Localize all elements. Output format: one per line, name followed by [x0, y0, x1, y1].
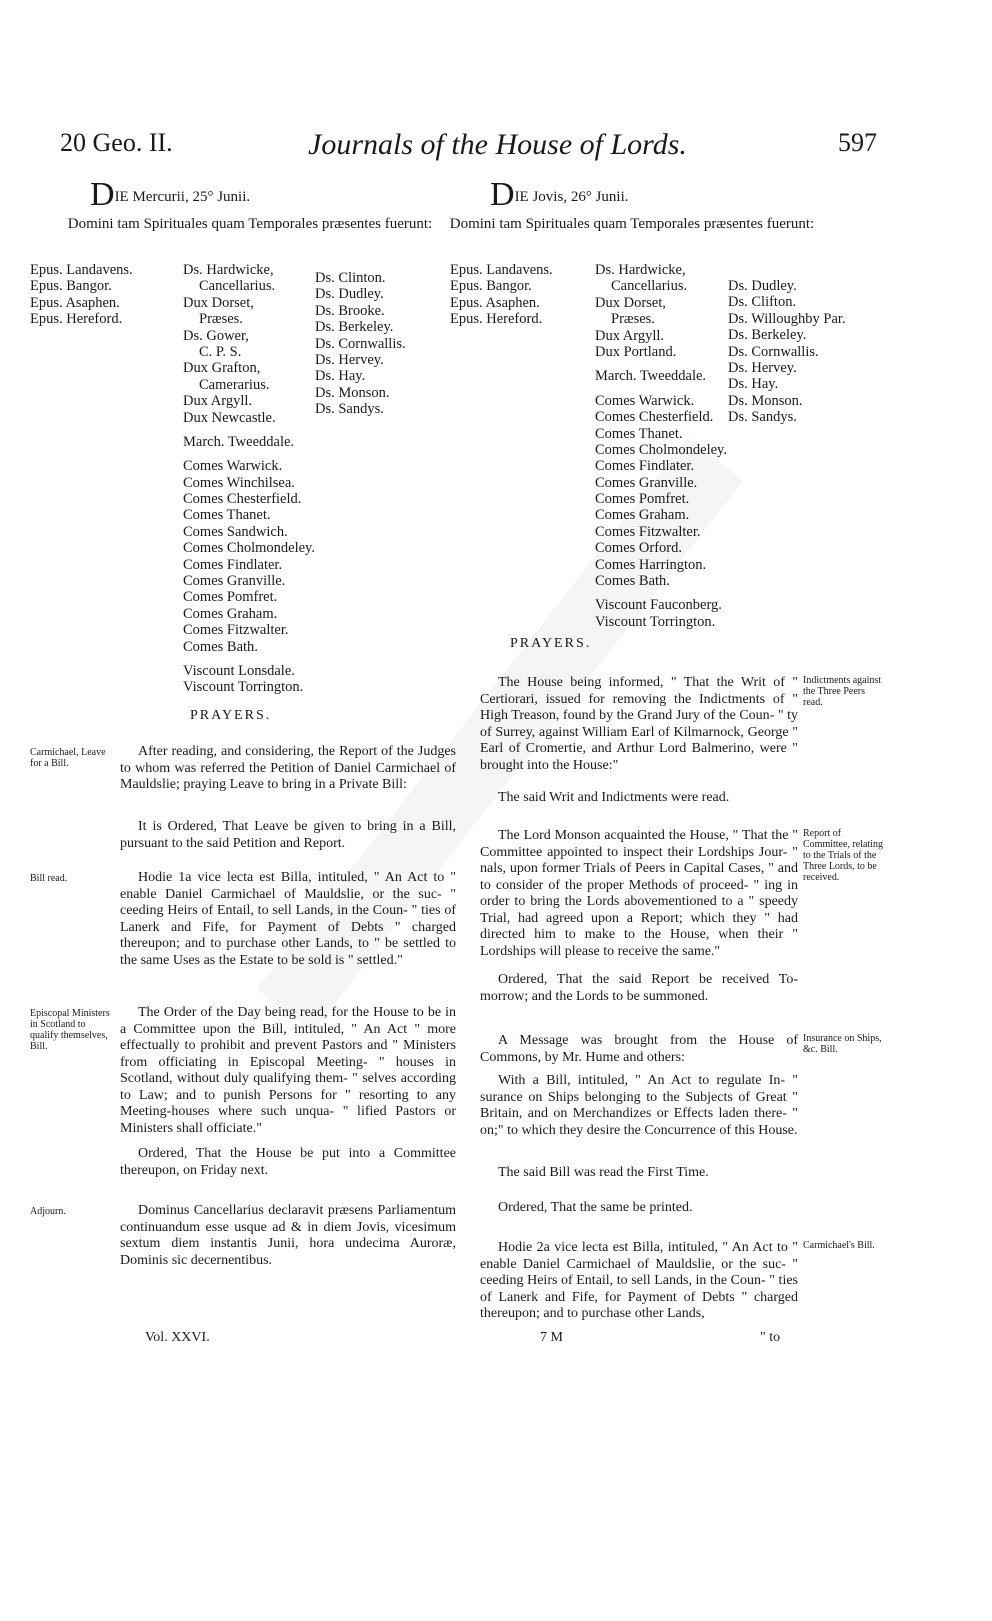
header-regnal-year: 20 Geo. II. [60, 128, 173, 157]
margin-note: Carmichael's Bill. [803, 1240, 875, 1251]
paragraph: A Message was brought from the House of Commons, by Mr. Hume and others: [480, 1033, 798, 1065]
paragraph: Hodie 1a vice lecta est Billa, intituled, " An Act to " enable Daniel Carmichael of Mauldslie, or the suc- " ceeding Heirs of Entail, to sell Lands, in the Coun- " ties of Lanerk and Fife, for Payment of Debts " charged thereupon; and to purchase other Lands, to " be settled to the same Uses as the Estate to be sold is " settled." [120, 870, 456, 968]
paragraph: It is Ordered, That Leave be given to bring in a Bill, pursuant to the said Petition and Report. [120, 819, 456, 851]
catchword: " to [760, 1330, 781, 1345]
paragraph: Ordered, That the said Report be received To-morrow; and the Lords to be summoned. [480, 972, 798, 1004]
margin-note: Episcopal Ministers in Scotland to qualify themselves, Bill. [30, 1008, 110, 1052]
paragraph: Ordered, That the same be printed. [498, 1200, 693, 1215]
paragraph: The Order of the Day being read, for the House to be in a Committee upon the Bill, intituled, " An Act " more effectually to prohibit and prevent Pastors and " Ministers from officiating in Episcopal Meeting- " houses in Scotland, without duly qualifying them- " selves according to Law; and to punish Persons for " resorting to any Meeting-houses where such unqua- " lified Pastors or Ministers shall officiate." [120, 1005, 456, 1136]
paragraph: Dominus Cancellarius declaravit præsens Parliamentum continuandum esse usque ad & in diem Jovis, vicesimum sextum diem instantis Junii, hora undecima Auroræ, Dominis sic decernentibus. [120, 1203, 456, 1268]
day-heading-left: DIE Mercurii, 25° Junii. [90, 176, 251, 213]
barons-list-left: Ds. Clinton. Ds. Dudley. Ds. Brooke. Ds. Berkeley. Ds. Cornwallis. Ds. Hervey. Ds. Hay. Ds. Monson. Ds. Sandys. [315, 270, 406, 418]
paragraph: With a Bill, intituled, " An Act to regulate In- " surance on Ships belonging to the Subjects of Great " Britain, and on Merchandizes or Effects laden there- " on;" to which they desire the Concurrence of this House. [480, 1073, 798, 1138]
page-number: 597 [838, 128, 877, 157]
paragraph: The House being informed, " That the Writ of " Certiorari, issued for removing the Indictments of " High Treason, found by the Grand Jury of the Coun- " ty of Surrey, against William Earl of Kilmarnock, George " Earl of Cromertie, and Arthur Lord Balmerino, were " brought into the House:" [480, 675, 798, 773]
margin-note: Carmichael, Leave for a Bill. [30, 747, 106, 769]
paragraph: Hodie 2a vice lecta est Billa, intituled, " An Act to " enable Daniel Carmichael of Mauldslie, or the suc- " ceeding Heirs of Entail, to sell Lands, in the Coun- " ties of Lanerk and Fife, for Payment of Debts " charged thereupon; and to purchase other Lands, [480, 1240, 798, 1321]
paragraph: After reading, and considering, the Report of the Judges to whom was referred the Petition of Daniel Carmichael of Mauldslie; praying Leave to bring in a Private Bill: [120, 744, 456, 792]
bishops-list-right: Epus. Landavens. Epus. Bangor. Epus. Asaphen. Epus. Hereford. [450, 262, 553, 328]
officers-list-left: Ds. Hardwicke, Cancellarius. Dux Dorset, Præses. Ds. Gower, C. P. S. Dux Grafton, Camerarius. Dux Argyll. Dux Newcastle. March. Tweeddale. Comes Warwick. Comes Winchilsea. Comes Chesterfield. Comes Thanet. Comes Sandwich. Comes Cholmondeley. Comes Findlater. Comes Granville. Comes Pomfret. Comes Graham. Comes Fitzwalter. Comes Bath. Viscount Lonsdale. Viscount Torrington. [183, 262, 315, 696]
prayers-heading-right: PRAYERS. [510, 636, 592, 651]
signature-mark: 7 M [540, 1330, 563, 1345]
margin-note: Adjourn. [30, 1206, 66, 1217]
margin-note: Insurance on Ships, &c. Bill. [803, 1033, 882, 1055]
attendance-heading-left: Domini tam Spirituales quam Temporales præsentes fuerunt: [67, 216, 433, 232]
officers-list-right: Ds. Hardwicke, Cancellarius. Dux Dorset, Præses. Dux Argyll. Dux Portland. March. Tweeddale. Comes Warwick. Comes Chesterfield. Comes Thanet. Comes Cholmondeley. Comes Findlater. Comes Granville. Comes Pomfret. Comes Graham. Comes Fitzwalter. Comes Orford. Comes Harrington. Comes Bath. Viscount Fauconberg. Viscount Torrington. [595, 262, 727, 630]
bishops-list-left: Epus. Landavens. Epus. Bangor. Epus. Asaphen. Epus. Hereford. [30, 262, 133, 328]
prayers-heading-left: PRAYERS. [190, 708, 272, 723]
attendance-heading-right: Domini tam Spirituales quam Temporales præsentes fuerunt: [449, 216, 815, 232]
paragraph: The said Writ and Indictments were read. [498, 790, 730, 805]
paragraph: The Lord Monson acquainted the House, " That the " Committee appointed to inspect their Lordships Jour- " nals, upon former Trials of Peers in Capital Cases, " and to consider of the proper Methods of proceed- " ing in order to bring the Lords abovementioned to a " speedy Trial, had agreed upon a Report; which they " had directed him to make to the House, when their " Lordships will please to receive the same." [480, 828, 798, 959]
day-heading-right: DIE Jovis, 26° Junii. [490, 176, 629, 213]
margin-note: Bill read. [30, 873, 68, 884]
barons-list-right: Ds. Dudley. Ds. Clifton. Ds. Willoughby Par. Ds. Berkeley. Ds. Cornwallis. Ds. Hervey. Ds. Hay. Ds. Monson. Ds. Sandys. [728, 278, 846, 426]
volume-label: Vol. XXVI. [145, 1330, 210, 1345]
margin-note: Report of Committee, relating to the Trials of the Three Lords, to be received. [803, 828, 883, 883]
header-title: Journals of the House of Lords. [308, 128, 687, 161]
paragraph: The said Bill was read the First Time. [498, 1165, 709, 1180]
margin-note: Indictments against the Three Peers read. [803, 675, 882, 708]
paragraph: Ordered, That the House be put into a Committee thereupon, on Friday next. [120, 1146, 456, 1178]
